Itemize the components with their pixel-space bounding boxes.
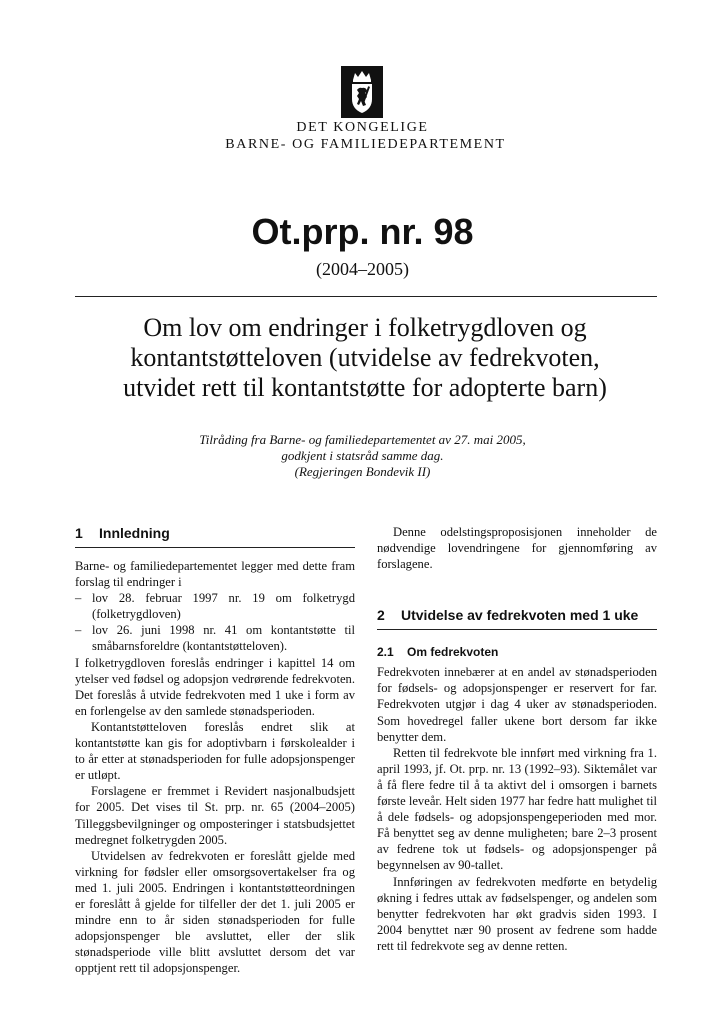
- approval-line-2: godkjent i statsråd samme dag.: [281, 448, 444, 463]
- subsection-title: Om fedrekvoten: [407, 645, 499, 660]
- section-1-intro: Barne- og familiedepartementet legger med dette fram forslag til endringer i: [75, 559, 355, 590]
- section-2-number: 2: [377, 607, 385, 624]
- right-column: [377, 524, 657, 954]
- subject-line-3: utvidet rett til kontantstøtte for adopterte barn): [123, 373, 607, 402]
- list-item: [75, 622, 355, 654]
- document-title: Ot.prp. nr. 98: [251, 211, 474, 252]
- subsection-number: 2.1: [377, 645, 394, 660]
- document-subject: [60, 313, 670, 403]
- paragraph: Utvidelsen av fedrekvoten er foreslått gjelde med virkning for fødsler eller omsorgsovertakelser fra og med 1. juli 2005. Endringen i kontantstøtteordningen er foreslått å gjelde for tilfeller der det 1. juli 2005 er mindre enn to år siden stønadsperioden for fulle adopsjonspenger ble avsluttet, eller der slik stønadsperiode ville blitt avsluttet dersom det var opptjent rett til adopsjonspenger.: [75, 848, 355, 976]
- left-column: [75, 524, 355, 976]
- section-2-heading: [377, 606, 657, 630]
- subject-line-2: kontantstøtteloven (utvidelse av fedrekvoten,: [130, 343, 600, 372]
- subsection-2-1-heading: [377, 644, 657, 660]
- paragraph: Retten til fedrekvote ble innført med virkning fra 1. april 1993, jf. Ot. prp. nr. 13 (1992–93). Siktemålet var å få flere fedre til å ta aktivt del i omsorgen i barnets første leveår. Helt siden 1977 har fedre hatt mulighet til å dele fødsels- og adopsjonspengeperioden med mor. Få benyttet seg av denne muligheten; bare 2–3 prosent av fedrene tok ut fødsels- og adopsjonspenger på begynnelsen av 90-tallet.: [377, 745, 657, 873]
- approval-line-3: (Regjeringen Bondevik II): [294, 464, 431, 479]
- subject-line-1: Om lov om endringer i folketrygdloven og: [143, 313, 587, 342]
- list-item-text: lov 28. februar 1997 nr. 19 om folketrygd (folketrygdloven): [92, 591, 355, 622]
- section-1-heading: [75, 524, 355, 548]
- dash-bullet: –: [75, 591, 82, 606]
- paragraph: Kontantstøtteloven foreslås endret slik at kontantstøtte kan gis for adoptivbarn i førskolealder i to år etter at stønadsperioden for fulle adopsjonspenger er utløpt.: [75, 719, 355, 783]
- ministry-line-1: DET KONGELIGE: [296, 120, 429, 135]
- paragraph: Fedrekvoten innebærer at en andel av stønadsperioden for fødsels- og adopsjonspenger er reservert for far. Fedrekvoten utgjør i dag 4 uker av stønadsperioden. Som hovedregel faller ukene bort dersom far ikke benytter dem.: [377, 665, 657, 744]
- list-item: [75, 590, 355, 622]
- dash-bullet: –: [75, 623, 82, 638]
- section-2-title: Utvidelse av fedrekvoten med 1 uke: [401, 607, 639, 624]
- paragraph: Denne odelstingsproposisjonen inneholder de nødvendige lovendringene for gjennomføring av forslagene.: [377, 525, 657, 572]
- paragraph: Forslagene er fremmet i Revidert nasjonalbudsjett for 2005. Det vises til St. prp. nr. 65 (2004–2005) Tilleggsbevilgninger og omposteringer i statsbudsjettet medregnet folketrygden 2005.: [75, 784, 355, 847]
- section-1-number: 1: [75, 525, 83, 541]
- paragraph: I folketrygdloven foreslås endringer i kapittel 14 om ytelser ved fødsel og adopsjon vedrørende fedrekvoten. Det foreslås å utvide fedrekvoten med 1 uke i form av en forlengelse av den samlede stønadsperioden.: [75, 655, 355, 718]
- coat-of-arms-icon: [341, 66, 383, 118]
- document-years: (2004–2005): [316, 259, 409, 279]
- approval-line-1: Tilråding fra Barne- og familiedepartementet av 27. mai 2005,: [199, 432, 526, 447]
- list-item-text: lov 26. juni 1998 nr. 41 om kontantstøtte til småbarnsforeldre (kontantstøtteloven).: [92, 623, 355, 654]
- section-1-title: Innledning: [99, 525, 170, 541]
- ministry-line-2: BARNE- OG FAMILIEDEPARTEMENT: [225, 137, 506, 152]
- title-divider: [75, 296, 657, 297]
- approval-note: [0, 432, 725, 480]
- paragraph: Innføringen av fedrekvoten medførte en betydelig økning i fedres uttak av fødselspenger, og andelen som benytter fedrekvoten har økt gradvis siden 1993. I 2004 benyttet nær 90 prosent av fedrene som hadde rett til fedrekvote seg av denne retten.: [377, 874, 657, 953]
- ministry-name: [0, 119, 725, 153]
